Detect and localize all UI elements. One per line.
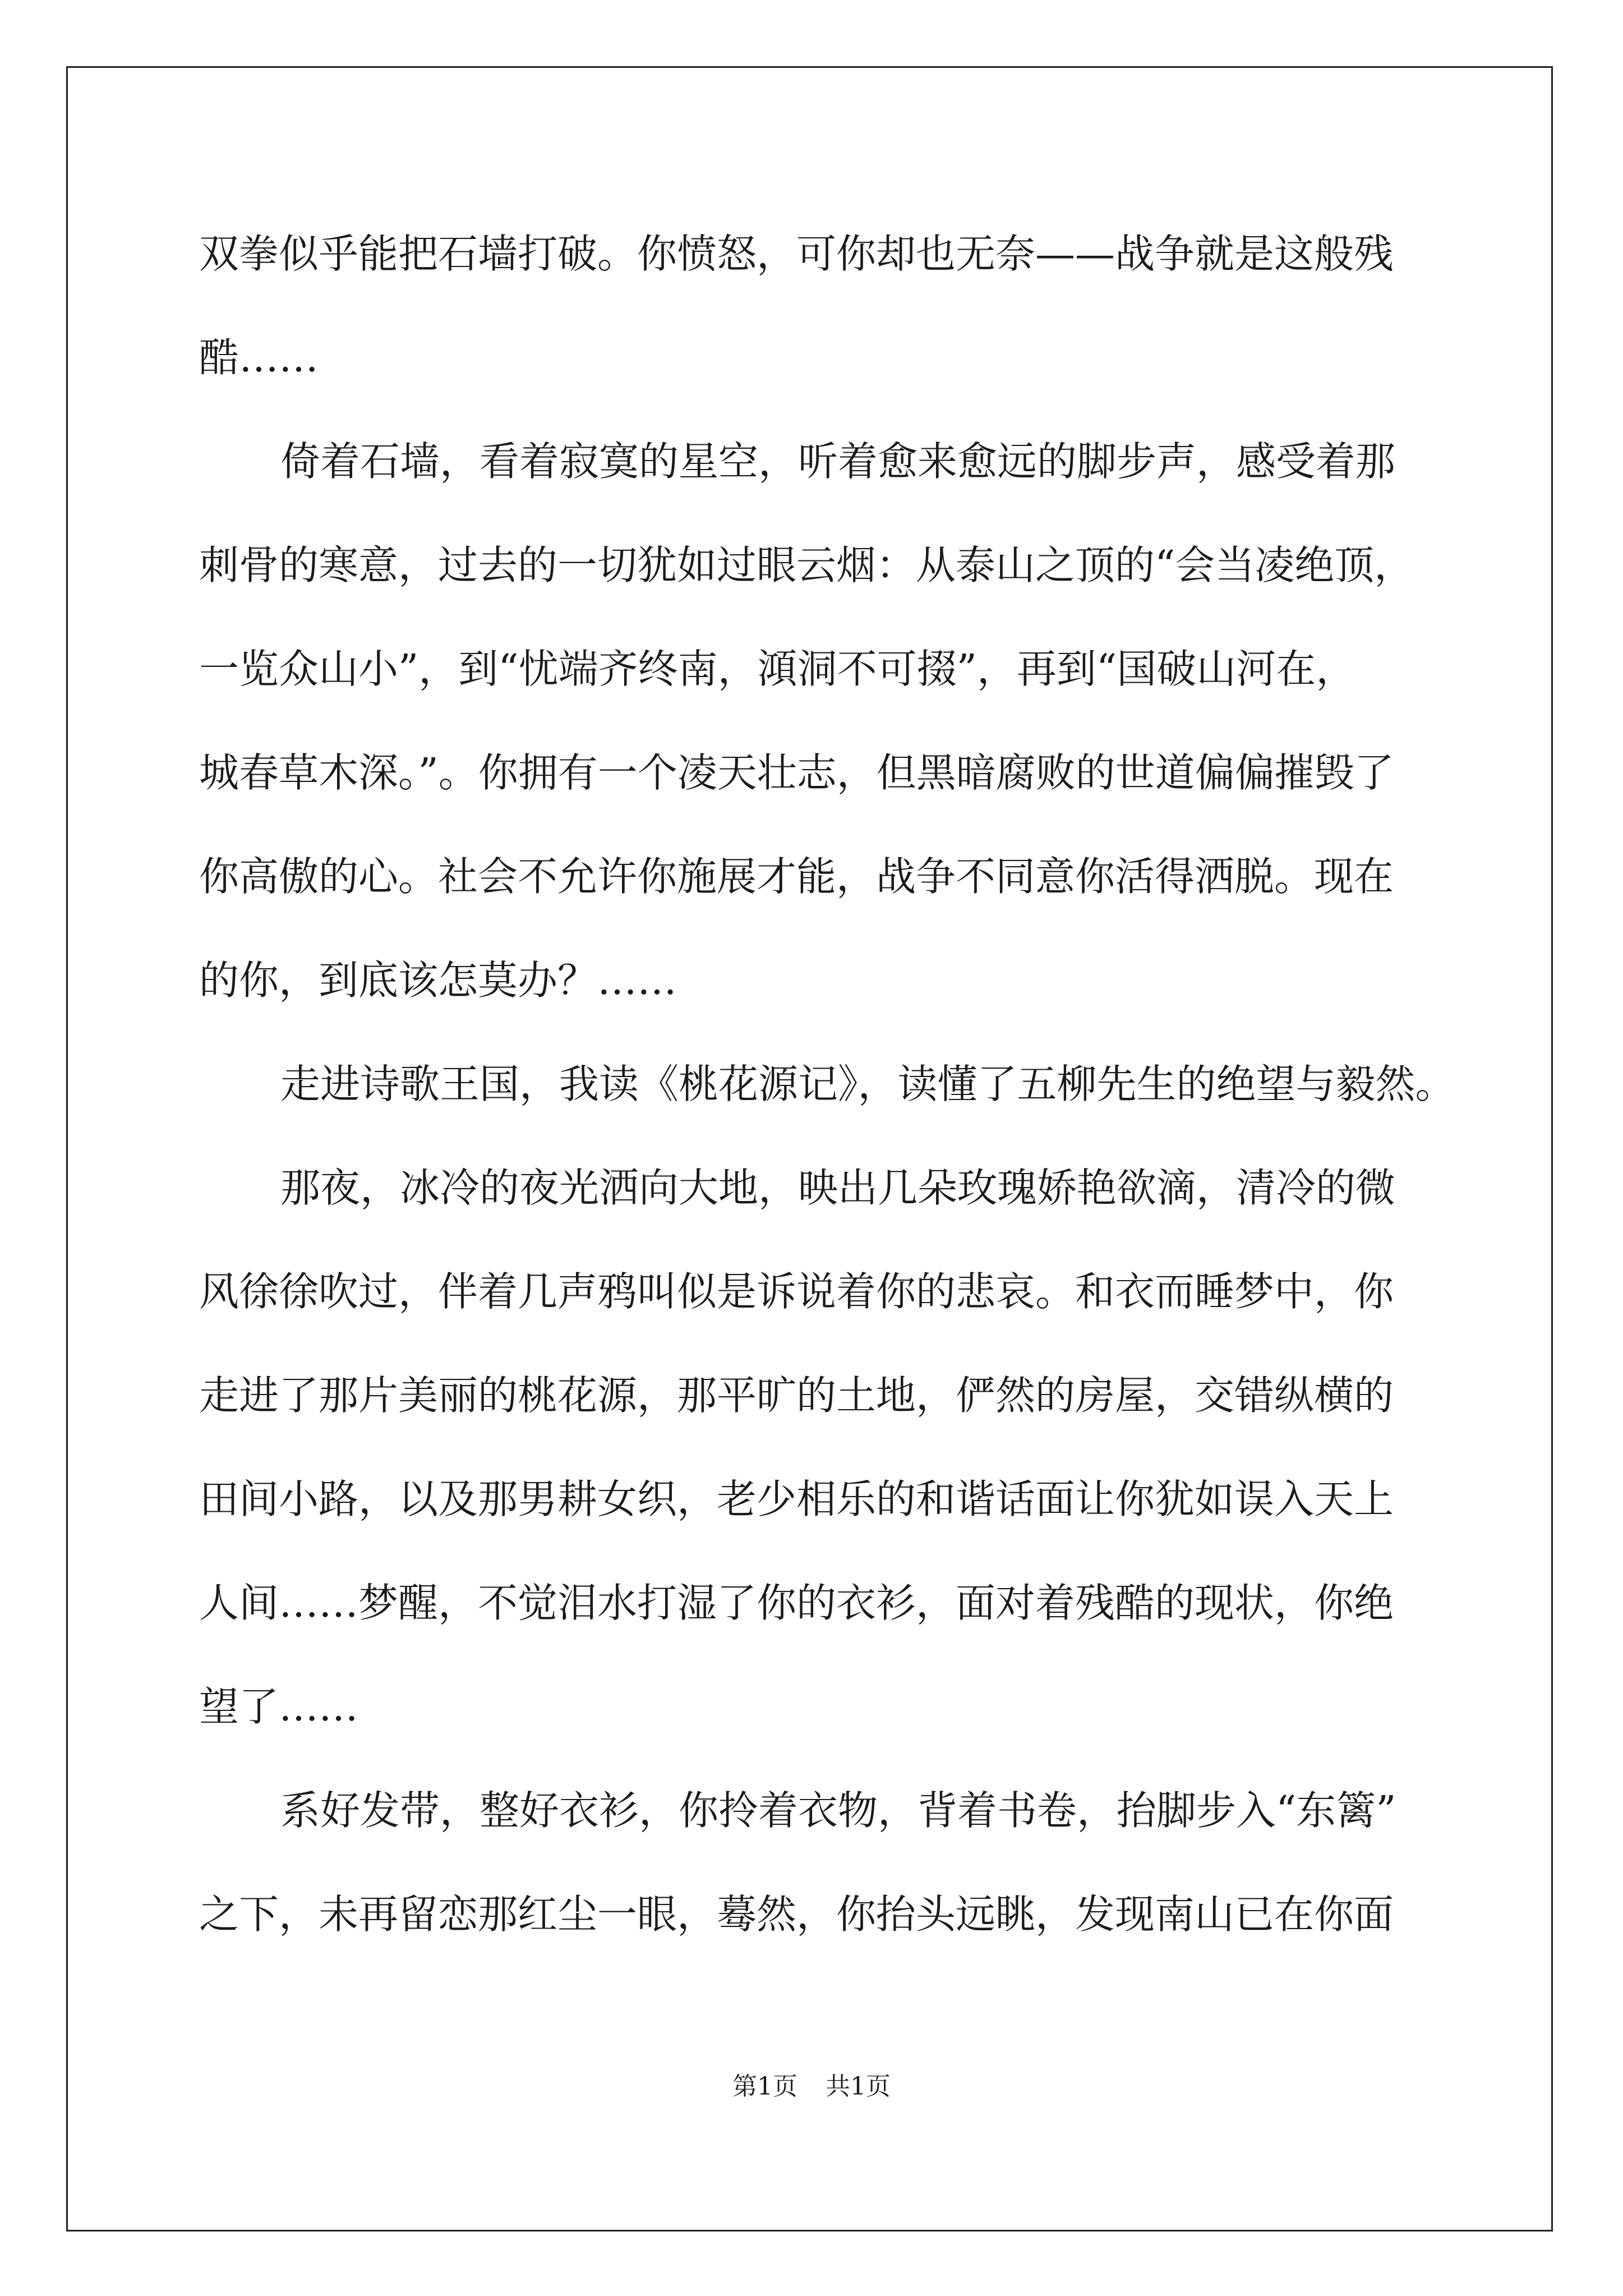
text-line: 倚着石墙，看着寂寞的星空，听着愈来愈远的脚步声，感受着那: [280, 438, 1396, 485]
page-footer: [0, 2070, 1623, 2104]
text-line: 城春草木深。”。你拥有一个凌天壮志，但黑暗腐败的世道偏偏摧毁了: [199, 749, 1394, 796]
text-line: 一览众山小”，到“忧端齐终南，澒洞不可掇”，再到“国破山河在，: [199, 646, 1356, 692]
page-total: 共1页: [826, 2072, 891, 2101]
text-line: 人间……梦醒，不觉泪水打湿了你的衣衫，面对着残酷的现状，你绝: [199, 1580, 1394, 1626]
text-line: 之下，未再留恋那红尘一眼，蓦然，你抬头远眺，发现南山已在你面: [199, 1891, 1394, 1938]
text-line: 那夜，冰冷的夜光洒向大地，映出几朵玫瑰娇艳欲滴，清冷的微: [280, 1165, 1396, 1211]
document-body: [199, 202, 1455, 1966]
text-line: 系好发带，整好衣衫，你拎着衣物，背着书卷，抬脚步入“东篱”: [280, 1787, 1396, 1834]
page-number: 第1页: [732, 2072, 797, 2101]
text-line: 的你，到底该怎莫办？……: [199, 957, 677, 1004]
text-line: 风徐徐吹过，伴着几声鸦叫似是诉说着你的悲哀。和衣而睡梦中，你: [199, 1268, 1394, 1315]
text-line: 田间小路，以及那男耕女织，老少相乐的和谐话面让你犹如误入天上: [199, 1476, 1394, 1522]
text-line: 走进了那片美丽的桃花源，那平旷的土地，俨然的房屋，交错纵横的: [199, 1372, 1394, 1419]
text-line: 走进诗歌王国，我读《桃花源记》，读懂了五柳先生的绝望与毅然。: [280, 1061, 1455, 1107]
text-line: 双拳似乎能把石墙打破。你愤怒，可你却也无奈——战争就是这般残: [199, 231, 1394, 277]
text-line: 望了……: [199, 1683, 359, 1730]
text-line: 刺骨的寒意，过去的一切犹如过眼云烟：从泰山之顶的“会当凌绝顶，: [199, 542, 1414, 588]
text-line: 你高傲的心。社会不允许你施展才能，战争不同意你活得洒脱。现在: [199, 853, 1394, 900]
text-line: 酷……: [199, 334, 319, 381]
